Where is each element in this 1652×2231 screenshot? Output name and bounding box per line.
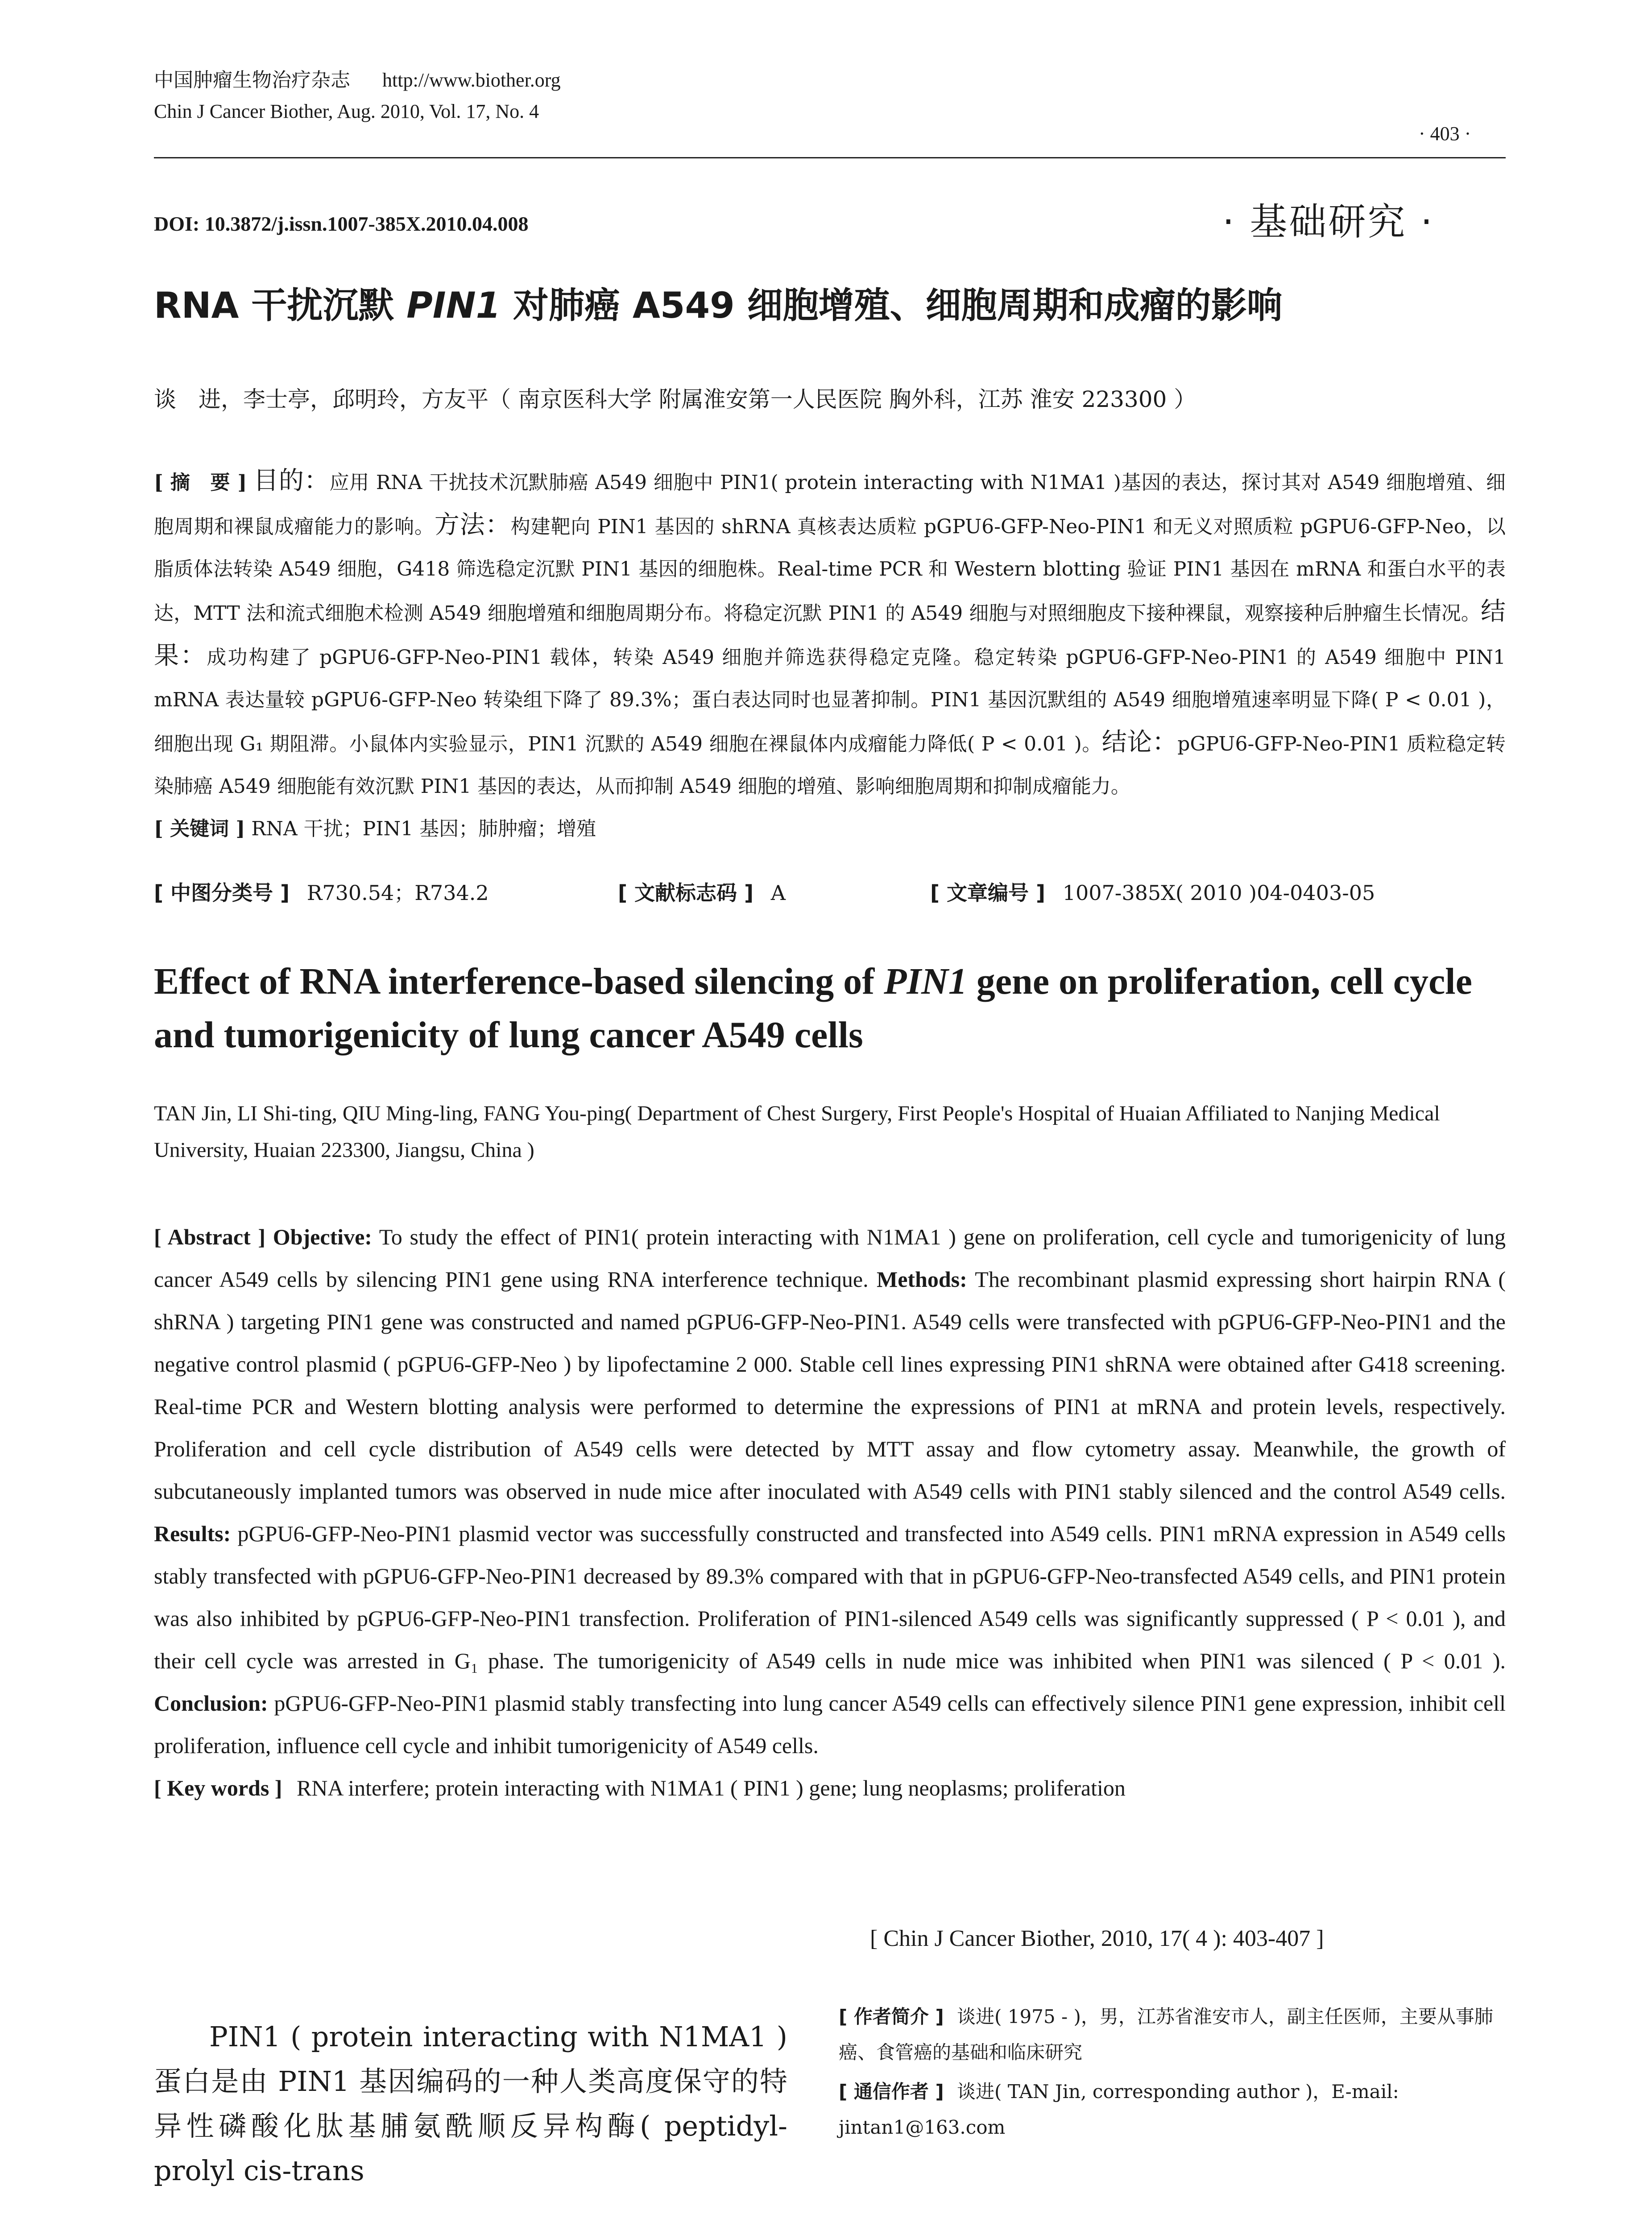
conclusion-head-en: Conclusion: [154,1691,268,1716]
results-text-en: pGPU6-GFP-Neo-PIN1 plasmid vector was successfully constructed and transfected into A549 cells. PIN1 mRNA expression in A549 cells stably transfected with pGPU6-GFP-Neo-PIN1 decreased by 89.3% compared with that in pGPU6-GFP-Neo-transfected A549 cells, and PIN1 protein was also inhibited by pGPU6-GFP-Neo-PIN1 transfection. Proliferation of PIN1-silenced A549 cells was significantly suppressed ( P < 0.01 ), and their cell cycle was arrested in G₁ phase. The tumorigenicity of A549 cells in nude mice was inhibited when PIN1 was silenced ( P < 0.01 ). [154,1521,1506,1673]
conclusion-head-cn: 结论： [1101,728,1178,757]
corr-note-text: 谈进( TAN Jin, corresponding author )，E-mail: jintan1@163.com [839,2081,1399,2138]
objective-text-cn: 应用 RNA 干扰技术沉默肺癌 A549 细胞中 PIN1( protein interacting with N1MA1 )基因的表达，探讨其对 A549 细胞增殖、细胞周期和裸鼠成瘤能力的影响。 [154,471,1506,538]
authors-cn: 谈 进，李士亭，邱明玲，方友平（ 南京医科大学 附属淮安第一人民医院 胸外科，江苏 淮安 223300 ） [154,386,1197,412]
conclusion-text-cn: pGPU6-GFP-Neo-PIN1 质粒稳定转染肺癌 A549 细胞能有效沉默 PIN1 基因的表达，从而抑制 A549 细胞的增殖、影响细胞周期和抑制成瘤能力。 [154,733,1506,798]
corresponding-note [839,2074,1506,2145]
methods-head-cn: 方法： [434,510,511,539]
author-note [839,1999,1506,2070]
article-number [930,877,1375,906]
corr-note-label: [ 通信作者 ] [839,2081,944,2102]
objective-head-cn: 目的： [253,466,330,495]
doc-label: [ 文献标志码 ] [618,881,754,905]
keywords-text-cn: RNA 干扰；PIN1 基因；肺肿瘤；增殖 [251,817,596,840]
journal-name-en: Chin J Cancer Biother, Aug. 2010, Vol. 17, No. 4 [154,100,539,122]
doi: DOI: 10.3872/j.issn.1007-385X.2010.04.008 [154,212,529,235]
keywords-label-en: [ Key words ] [154,1775,282,1800]
authors-en: TAN Jin, LI Shi-ting, QIU Ming-ling, FANG You-ping( Department of Chest Surgery, First People's Hospital of Huaian Affiliated to Nanjing Medical University, Huaian 223300, Jiangsu, China ) [154,1102,1440,1162]
doc-value: A [770,881,786,905]
results-text-cn: 成功构建了 pGPU6-GFP-Neo-PIN1 载体，转染 A549 细胞并筛选获得稳定克隆。稳定转染 pGPU6-GFP-Neo-PIN1 的 A549 细胞中 PIN1 mRNA 表达量较 pGPU6-GFP-Neo 转染组下降了 89.3%；蛋白表达同时也显著抑制。PIN1 基因沉默组的 A549 细胞增殖速率明显下降( P < 0.01 )，细胞出现 G₁ 期阻滞。小鼠体内实验显示，PIN1 沉默的 A549 细胞在裸鼠体内成瘤能力降低( P < 0.01 )。 [154,646,1506,755]
title-en: Effect of RNA interference-based silencing of PIN1 gene on proliferation, cell cycle and tumorigenicity of lung cancer A549 cells [154,961,1472,1056]
keywords-text-en: RNA interfere; protein interacting with N1MA1 ( PIN1 ) gene; lung neoplasms; proliferation [296,1775,1126,1800]
keywords-label-cn: [ 关键词 ] [154,817,245,840]
section-tag: · 基础研究 · [1222,200,1434,244]
objective-head-en: Objective: [273,1224,372,1249]
methods-text-en: The recombinant plasmid expressing short hairpin RNA ( shRNA ) targeting PIN1 gene was constructed and named pGPU6-GFP-Neo-PIN1. A549 cells were transfected with pGPU6-GFP-Neo-PIN1 and the negative control plasmid ( pGPU6-GFP-Neo ) by lipofectamine 2 000. Stable cell lines expressing PIN1 shRNA were obtained after G418 screening. Real-time PCR and Western blotting analysis were performed to determine the expressions of PIN1 at mRNA and protein levels, respectively. Proliferation and cell cycle distribution of A549 cells were detected by MTT assay and flow cytometry assay. Meanwhile, the growth of subcutaneously implanted tumors was observed in nude mice after inoculated with A549 cells with PIN1 stably silenced and the control A549 cells. [154,1267,1506,1504]
body-intro: PIN1 ( protein interacting with N1MA1 )蛋白是由 PIN1 基因编码的一种人类高度保守的特异性磷酸化肽基脯氨酰顺反异构酶( peptidyl-prolyl cis-trans [154,2020,787,2187]
title-cn: RNA 干扰沉默 PIN1 对肺癌 A549 细胞增殖、细胞周期和成瘤的影响 [154,285,1283,326]
author-note-text: 谈进( 1975 - )，男，江苏省淮安市人，副主任医师，主要从事肺癌、食管癌的基础和临床研究 [839,2006,1493,2063]
gene-name: PIN1 [406,285,501,326]
author-note-label: [ 作者简介 ] [839,2006,944,2028]
keywords-en [154,1767,1506,1809]
journal-name-cn: 中国肿瘤生物治疗杂志 [154,69,350,91]
results-head-en: Results: [154,1521,231,1546]
results-head-cn: 结果： [154,597,1506,670]
methods-text-cn: 构建靶向 PIN1 基因的 shRNA 真核表达质粒 pGPU6-GFP-Neo-PIN1 和无义对照质粒 pGPU6-GFP-Neo，以脂质体法转染 A549 细胞，G418 筛选稳定沉默 PIN1 基因的细胞株。Real-time PCR 和 Western blotting 验证 PIN1 基因在 mRNA 和蛋白水平的表达，MTT 法和流式细胞术检测 A549 细胞增殖和细胞周期分布。将稳定沉默 PIN1 的 A549 细胞与对照细胞皮下接种裸鼠，观察接种后肿瘤生长情况。 [154,515,1506,625]
gene-name-en: PIN1 [884,961,967,1002]
keywords-cn [154,808,1506,850]
citation: [ Chin J Cancer Biother, 2010, 17( 4 ): 403-407 ] [870,1926,1324,1951]
article-value: 1007-385X( 2010 )04-0403-05 [1062,881,1375,905]
journal-url[interactable]: http://www.biother.org [382,69,561,91]
page-number: · 403 · [1419,123,1471,145]
conclusion-text-en: pGPU6-GFP-Neo-PIN1 plasmid stably transfecting into lung cancer A549 cells can effectively silence PIN1 gene expression, inhibit cell proliferation, influence cell cycle and inhibit tumorigenicity of A549 cells. [154,1691,1506,1758]
methods-head-en: Methods: [877,1267,967,1292]
meta-row [154,877,489,906]
article-label: [ 文章编号 ] [930,881,1046,905]
objective-text-en: To study the effect of PIN1( protein interacting with N1MA1 ) gene on proliferation, cell cycle and tumorigenicity of lung cancer A549 cells by silencing PIN1 gene using RNA interference technique. [154,1224,1506,1292]
abstract-label-cn: [ 摘 要 ] [154,471,247,494]
doc-code [618,877,786,906]
abstract-en [154,1216,1506,1809]
abstract-cn [154,460,1506,850]
clc-label: [ 中图分类号 ] [154,881,290,905]
clc-value: R730.54；R734.2 [306,881,489,905]
footnotes [839,1999,1506,2145]
header-rule [154,157,1506,158]
running-header [154,67,561,125]
abstract-label-en: [ Abstract ] [154,1224,266,1249]
